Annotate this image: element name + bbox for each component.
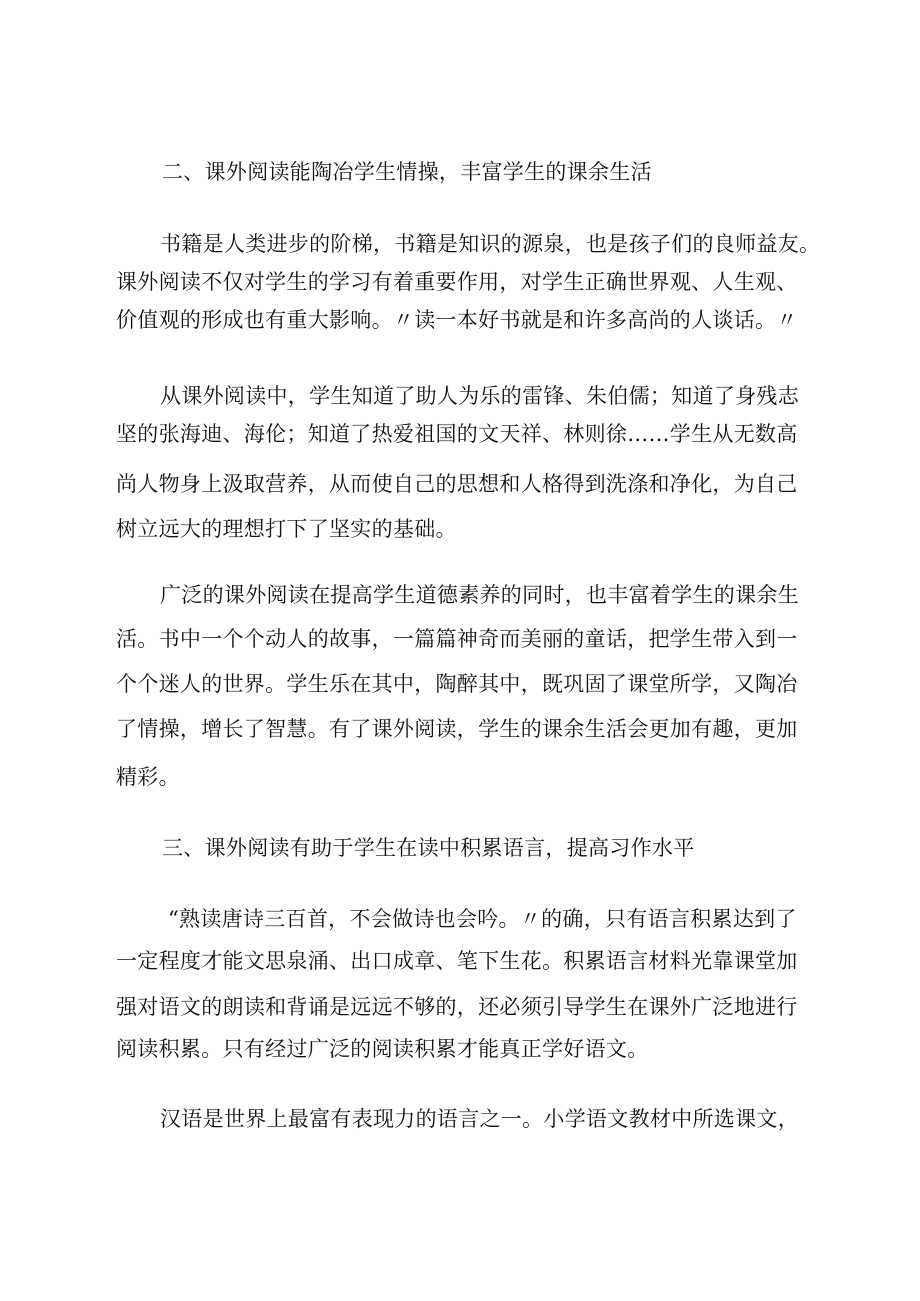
- s3-p2-line-1: 汉语是世界上最富有表现力的语言之一。小学语文教材中所选课文，: [160, 1107, 799, 1131]
- s2-p3-line-5: 精彩。: [116, 765, 180, 789]
- s2-p1-line-2: 课外阅读不仅对学生的学习有着重要作用，对学生正确世界观、人生观、: [116, 270, 798, 294]
- s2-p3-line-1: 广泛的课外阅读在提高学生道德素养的同时，也丰富着学生的课余生: [160, 583, 799, 607]
- s3-p1-line-4: 阅读积累。只有经过广泛的阅读积累才能真正学好语文。: [116, 1037, 649, 1061]
- s3-p1-line-2: 一定程度才能文思泉涌、出口成章、笔下生花。积累语言材料光靠课堂加: [116, 949, 798, 973]
- s2-p1-line-1: 书籍是人类进步的阶梯，书籍是知识的源泉，也是孩子们的良师益友。: [160, 232, 821, 256]
- s2-p2-line-2: 坚的张海迪、海伦；知道了热爱祖国的文天祥、林则徐……学生从无数高: [116, 422, 798, 446]
- s2-p2-line-4: 树立远大的理想打下了坚实的基础。: [116, 517, 457, 541]
- section-2-heading: 二、课外阅读能陶冶学生情操，丰富学生的课余生活: [162, 160, 652, 184]
- s2-p3-line-2: 活。书中一个个动人的故事，一篇篇神奇而美丽的童话，把学生带入到一: [116, 627, 798, 651]
- s2-p1-line-3: 价值观的形成也有重大影响。〃读一本好书就是和许多高尚的人谈话。〃: [116, 308, 798, 332]
- section-3-heading: 三、课外阅读有助于学生在读中积累语言，提高习作水平: [162, 836, 695, 860]
- s3-p1-line-3: 强对语文的朗读和背诵是远远不够的，还必须引导学生在课外广泛地进行: [116, 995, 798, 1019]
- s2-p3-line-4: 了情操，增长了智慧。有了课外阅读，学生的课余生活会更加有趣，更加: [116, 717, 798, 741]
- s2-p3-line-3: 个个迷人的世界。学生乐在其中，陶醉其中，既巩固了课堂所学，又陶冶: [116, 672, 798, 696]
- s2-p2-line-3: 尚人物身上汲取营养，从而使自己的思想和人格得到洗涤和净化，为自己: [116, 472, 798, 496]
- s3-p1-line-1: “熟读唐诗三百首，不会做诗也会吟。〃的确，只有语言积累达到了: [168, 907, 797, 931]
- s2-p2-line-1: 从课外阅读中，学生知道了助人为乐的雷锋、朱伯儒；知道了身残志: [160, 384, 799, 408]
